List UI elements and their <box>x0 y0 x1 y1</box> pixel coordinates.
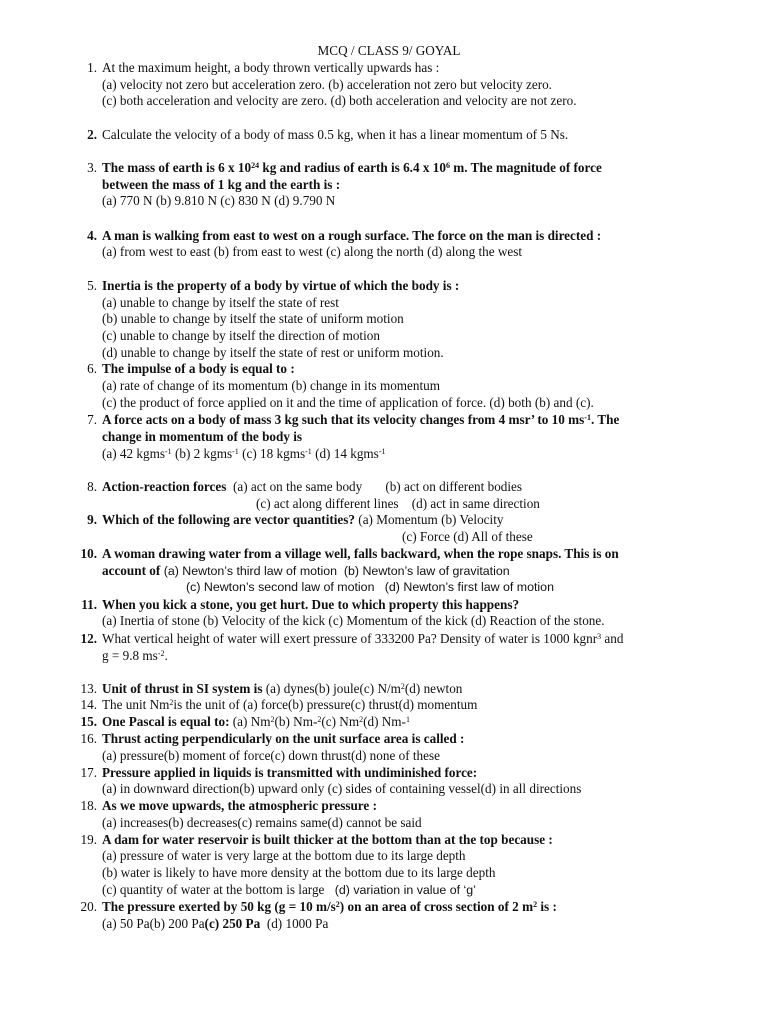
question-stem: The unit Nm$^2$is the unit of (a) force(b) pressure(c) thrust(d) momentum <box>102 697 478 712</box>
question-stem: When you kick a stone, you get hurt. Due to which property this happens? <box>102 597 520 612</box>
question-number: 1. <box>87 60 97 75</box>
question-number: 3. <box>87 160 97 175</box>
question-stem: Inertia is the property of a body by virtue of which the body is : <box>102 278 460 293</box>
question-option: (b) unable to change by itself the state of uniform motion <box>102 311 404 326</box>
question-options: (c) act along different lines (d) act in same direction <box>256 496 540 511</box>
page-title: MCQ / CLASS 9/ GOYAL <box>317 43 461 58</box>
question-number: 16. <box>80 731 97 746</box>
question-number: 6. <box>87 361 97 376</box>
question-number: 15. <box>80 714 97 729</box>
question-options: (a) 42 kgms$^{-1}$ (b) 2 kgms$^{-1}$ (c) 18 kgms$^{-1}$ (d) 14 kgms$^{-1}$ <box>102 446 386 461</box>
question-stem: The mass of earth is 6 x $10^{24}$ kg and radius of earth is 6.4 x $10^6$ m. The magnitude of force <box>102 160 602 175</box>
question-options: (c) the product of force applied on it and the time of application of force. (d) both (b) and (c). <box>102 395 594 410</box>
question-number: 11. <box>81 597 97 612</box>
question-stem: Action-reaction forces (a) act on the same body (b) act on different bodies <box>102 479 523 494</box>
question-stem: The pressure exerted by 50 kg (g = 10 $m/s^2$) on an area of cross section of 2 $m^2$ is : <box>102 899 557 914</box>
question-number: 12. <box>80 631 97 646</box>
question-number: 10. <box>80 546 97 561</box>
question-option: (a) pressure of water is very large at the bottom due to its large depth <box>102 848 466 863</box>
question-options: (c) both acceleration and velocity are zero. (d) both acceleration and velocity are not zero. <box>102 93 577 108</box>
question-stem: What vertical height of water will exert pressure of 333200 Pa? Density of water is 1000 kgnr$^3$ and <box>102 631 624 646</box>
question-stem: As we move upwards, the atmospheric pressure : <box>102 798 377 813</box>
question-stem: A man is walking from east to west on a rough surface. The force on the man is directed : <box>102 228 602 243</box>
question-number: 14. <box>80 697 97 712</box>
question-number: 19. <box>80 832 97 847</box>
question-number: 20. <box>80 899 97 914</box>
question-stem: A woman drawing water from a village well, falls backward, when the rope snaps. This is on <box>102 546 619 561</box>
question-option: (d) unable to change by itself the state of rest or uniform motion. <box>102 345 444 360</box>
question-number: 13. <box>80 681 97 696</box>
question-stem: change in momentum of the body is <box>102 429 303 444</box>
question-number: 9. <box>87 512 97 527</box>
question-stem: Thrust acting perpendicularly on the unit surface area is called : <box>102 731 465 746</box>
question-stem: Which of the following are vector quantities? (a) Momentum (b) Velocity <box>102 512 504 527</box>
question-option: (c) unable to change by itself the direction of motion <box>102 328 380 343</box>
question-options: (a) in downward direction(b) upward only (c) sides of containing vessel(d) in all directions <box>102 781 582 796</box>
question-stem: Calculate the velocity of a body of mass 0.5 kg, when it has a linear momentum of 5 Ns. <box>102 127 569 142</box>
question-stem: At the maximum height, a body thrown vertically upwards has : <box>102 60 440 75</box>
question-stem: account of (a) Newton’s third law of motion (b) Newton’s law of gravitation <box>102 563 510 578</box>
question-options: (c) Newton’s second law of motion (d) Newton’s first law of motion <box>186 580 554 594</box>
question-stem: Unit of thrust in SI system is (a) dynes(b) joule(c) $N/m^2(d)$ newton <box>102 681 463 696</box>
question-number: 17. <box>80 765 97 780</box>
question-number: 5. <box>87 278 97 293</box>
question-options: (a) Inertia of stone (b) Velocity of the kick (c) Momentum of the kick (d) Reaction of the stone. <box>102 613 605 628</box>
question-options: (a) 50 Pa(b) 200 Pa(c) 250 Pa (d) 1000 Pa <box>102 916 329 931</box>
question-number: 2. <box>87 127 97 142</box>
question-option: (a) unable to change by itself the state of rest <box>102 295 339 310</box>
question-options: (c) Force (d) All of these <box>402 529 533 544</box>
question-number: 8. <box>87 479 97 494</box>
question-stem: Pressure applied in liquids is transmitted with undiminished force: <box>102 765 478 780</box>
question-options: (a) from west to east (b) from east to west (c) along the north (d) along the west <box>102 244 523 259</box>
question-options: (a) rate of change of its momentum (b) change in its momentum <box>102 378 441 393</box>
question-options: (a) increases(b) decreases(c) remains same(d) cannot be said <box>102 815 422 830</box>
question-stem: A dam for water reservoir is built thicker at the bottom than at the top because : <box>102 832 553 847</box>
question-option: (c) quantity of water at the bottom is large (d) variation in value of ‘g’ <box>102 882 476 897</box>
question-option: (b) water is likely to have more density at the bottom due to its large depth <box>102 865 496 880</box>
question-stem: One Pascal is equal to: (a) Nm$^2$(b) Nm-$^2$(c) Nm$^2$(d) Nm-$^1$ <box>102 714 410 729</box>
question-stem: A force acts on a body of mass 3 kg such that its velocity changes from 4 msr’ to 10 $ms^{-1}$. The <box>102 412 620 427</box>
question-options: (a) pressure(b) moment of force(c) down thrust(d) none of these <box>102 748 440 763</box>
question-stem: The impulse of a body is equal to : <box>102 361 295 376</box>
question-options: (a) velocity not zero but acceleration zero. (b) acceleration not zero but velocity zero. <box>102 77 552 92</box>
question-stem: between the mass of 1 kg and the earth is : <box>102 177 341 192</box>
question-number: 7. <box>87 412 97 427</box>
question-options: (a) 770 N (b) 9.810 N (c) 830 N (d) 9.790 N <box>102 193 336 208</box>
question-stem: g = 9.8 $ms^{-2}$. <box>102 648 168 663</box>
question-number: 18. <box>80 798 97 813</box>
question-number: 4. <box>87 228 97 243</box>
